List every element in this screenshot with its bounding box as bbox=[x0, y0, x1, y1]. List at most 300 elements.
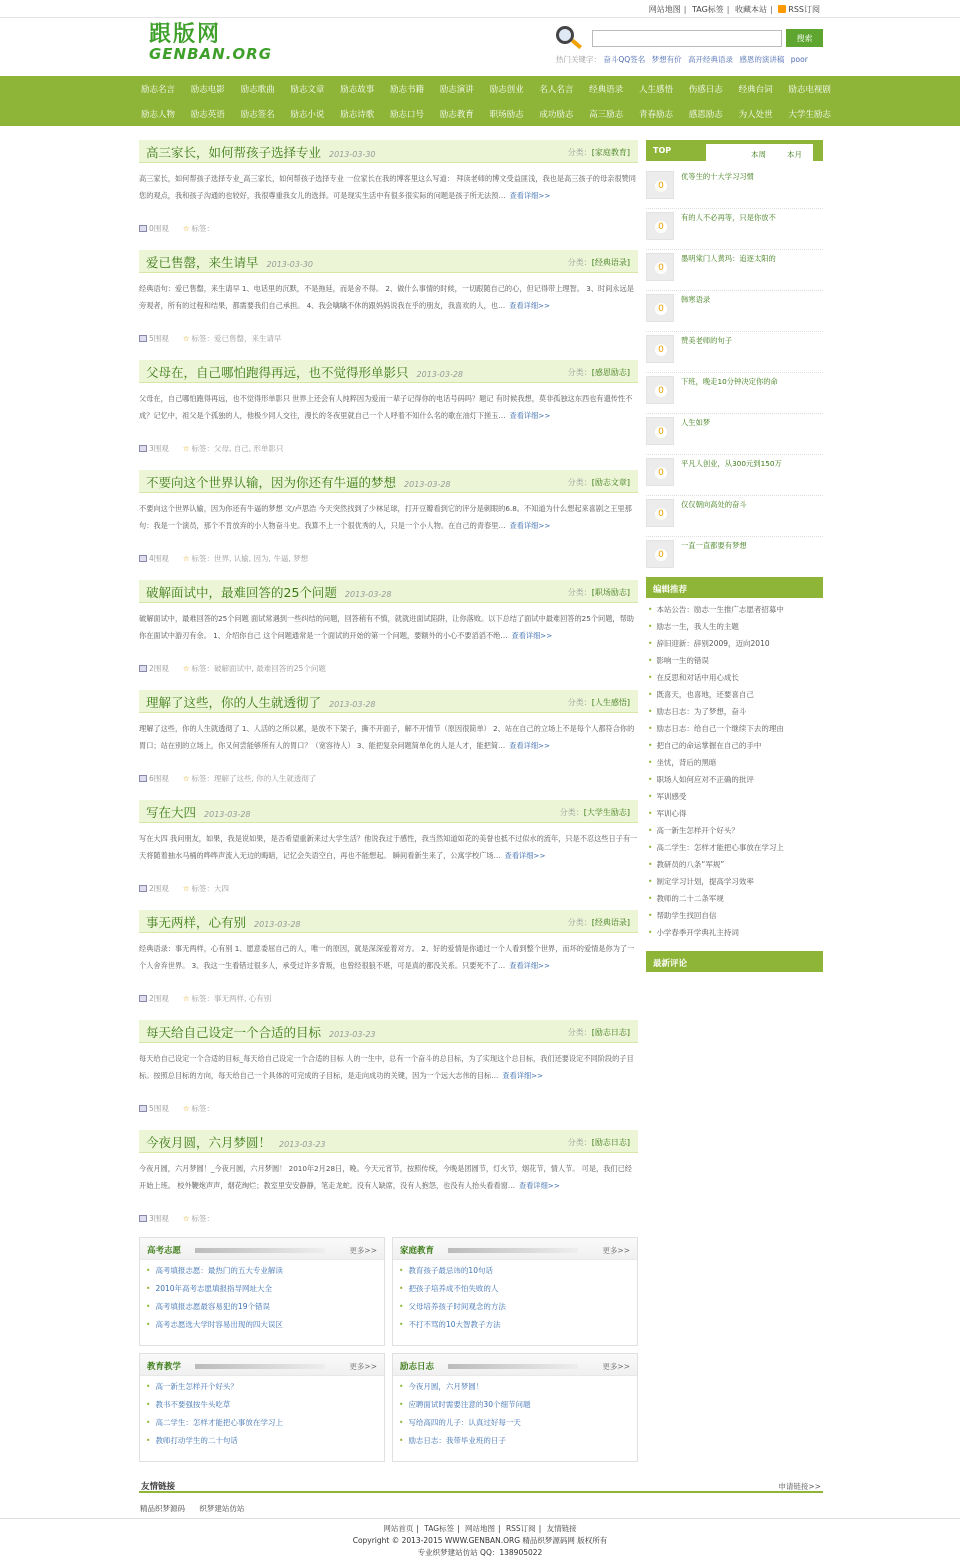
view-count: 5围观 bbox=[149, 334, 169, 343]
top-links: 网站地图 | TAG标签 | 收藏本站 | RSS订阅 bbox=[648, 5, 820, 14]
view-count: 2围观 bbox=[149, 664, 169, 673]
tag-icon: ☆ bbox=[182, 1104, 190, 1113]
article-title-link[interactable] bbox=[146, 473, 451, 491]
nav-item[interactable]: 励志诗歌 bbox=[340, 109, 375, 120]
hot-keyword[interactable]: 奋斗QQ签名 bbox=[603, 55, 646, 64]
view-count: 4围观 bbox=[149, 554, 169, 563]
logo-text-en: GENBAN.ORG bbox=[149, 45, 273, 63]
nav-item[interactable]: 人生感悟 bbox=[638, 84, 673, 95]
article-category bbox=[568, 1027, 630, 1038]
top-ranking-header bbox=[646, 140, 823, 161]
article-header bbox=[139, 910, 638, 933]
header-divider bbox=[195, 1364, 325, 1369]
rank-title[interactable]: 韩寒语录 bbox=[681, 295, 711, 304]
nav-item[interactable]: 励志英语 bbox=[190, 109, 225, 120]
bookmark-link[interactable]: 收藏本站 bbox=[735, 5, 768, 14]
article-summary bbox=[139, 830, 638, 881]
editor-pick-item[interactable]: • 既喜天，也喜地，还要喜自己 bbox=[646, 686, 823, 703]
article-meta bbox=[139, 443, 638, 455]
rank-number: 0 bbox=[655, 344, 667, 356]
category-link[interactable]: [经典语录] bbox=[591, 258, 630, 267]
rank-title[interactable]: 有的人不必再等，只是你放不 bbox=[681, 213, 776, 222]
view-count: 2围观 bbox=[149, 884, 169, 893]
category-box-list bbox=[140, 1376, 384, 1450]
logo-text-cn: 跟版网 bbox=[149, 22, 222, 47]
nav-item[interactable]: 励志书籍 bbox=[389, 84, 424, 95]
view-count: 6围观 bbox=[149, 774, 169, 783]
nav-item[interactable]: 感恩励志 bbox=[688, 109, 723, 120]
tags: 理解了这些, 你的人生就透彻了 bbox=[214, 774, 317, 783]
category-box-item[interactable]: • 应聘面试时需要注意的30个细节问题 bbox=[399, 1396, 637, 1414]
summary-text: 破解面试中，最难回答的25个问题 面试常遇到一些纠结的问题，回答稍有不慎，就就进面试陷阱，让你落败。以下总结了面试中最难回答的25个问题，帮助你在面试中游刃有余。 1、介绍你自己 这个问题通常是一个面试的开始的第一个问题，要额外的小心不要滔滔不绝… bbox=[139, 614, 634, 640]
article-date: 2013-03-28 bbox=[344, 590, 392, 599]
category-label: 分类： bbox=[567, 1028, 592, 1037]
editor-pick-item[interactable]: • 励志一生，我人生的主题 bbox=[646, 618, 823, 635]
category-label: 分类： bbox=[567, 698, 592, 707]
article-title-link[interactable] bbox=[146, 913, 301, 931]
tags: 破解面试中, 最难回答的25个问题 bbox=[214, 664, 326, 673]
nav-item[interactable]: 经典台词 bbox=[738, 84, 773, 95]
read-more-link[interactable]: 查看详细>> bbox=[509, 411, 551, 420]
article-date: 2013-03-30 bbox=[266, 260, 314, 269]
category-box-item[interactable]: • 写给高四的儿子：认真过好每一天 bbox=[399, 1414, 637, 1432]
article-summary bbox=[139, 280, 638, 331]
nav-item[interactable]: 励志电影 bbox=[190, 84, 225, 95]
nav-item[interactable]: 伤感日志 bbox=[688, 84, 723, 95]
nav-item[interactable]: 名人名言 bbox=[539, 84, 574, 95]
tab-blank[interactable] bbox=[706, 144, 741, 161]
article-date: 2013-03-28 bbox=[204, 810, 251, 819]
hot-keywords bbox=[556, 54, 812, 65]
article-title-link[interactable] bbox=[146, 1133, 326, 1151]
read-more-link[interactable]: 查看详细>> bbox=[519, 1181, 560, 1190]
article-summary bbox=[139, 390, 638, 441]
article-date: 2013-03-28 bbox=[254, 920, 301, 929]
category-label: 分类： bbox=[567, 258, 592, 267]
top-list-item[interactable] bbox=[646, 251, 823, 291]
tags: 父母, 自己, 形单影只 bbox=[214, 444, 284, 453]
category-box bbox=[392, 1353, 638, 1462]
article-category bbox=[568, 477, 630, 488]
views-icon bbox=[139, 775, 147, 782]
views-icon bbox=[139, 885, 147, 892]
hot-keyword[interactable]: 高开经典语录 bbox=[687, 55, 733, 64]
header-divider bbox=[448, 1248, 578, 1253]
more-link[interactable]: 更多>> bbox=[602, 1362, 630, 1371]
category-link[interactable]: [励志文章] bbox=[591, 478, 630, 487]
category-box-title: 家庭教育 bbox=[400, 1246, 435, 1256]
article-item bbox=[139, 690, 638, 794]
nav-item[interactable]: 励志小说 bbox=[290, 109, 325, 120]
category-label: 分类： bbox=[567, 918, 592, 927]
editor-pick-item[interactable]: • 教研员的八条“军规” bbox=[646, 856, 823, 873]
nav-item[interactable]: 职场励志 bbox=[489, 109, 524, 120]
rank-title[interactable]: 人生如梦 bbox=[681, 418, 711, 427]
article-meta bbox=[139, 663, 638, 675]
article-title-link[interactable] bbox=[146, 1023, 376, 1041]
friend-links-header bbox=[139, 1475, 823, 1493]
friend-links-title: 友情链接 bbox=[141, 1482, 176, 1492]
category-box-item[interactable]: • 高二学生：怎样才能把心事放在学习上 bbox=[146, 1414, 384, 1432]
article-title-link[interactable] bbox=[146, 693, 376, 711]
rank-badge bbox=[646, 540, 674, 568]
article-item bbox=[139, 140, 638, 244]
article-category bbox=[568, 587, 630, 598]
summary-text: 今夜月圆，六月梦圆！_今夜月圆，六月梦圆！ 2010年2月28日，晚。今天元宵节，按照传统，今晚是团圆节，灯火节，烟花节，情人节。 可是，我们已经开始上班。 校外鞭炮声声，烟花绚烂；教室里安安静静，笔走龙蛇。没有人缺席，没有人抱怨，也没有人抬头看看窗… bbox=[139, 1164, 632, 1190]
editor-pick-item[interactable]: • 坐忧，背后的黑暗 bbox=[646, 754, 823, 771]
apply-link[interactable]: 申请链接>> bbox=[778, 1482, 821, 1491]
editor-pick-item[interactable]: • 制定学习计划，提高学习效率 bbox=[646, 873, 823, 890]
rss-icon bbox=[778, 5, 786, 13]
top-list-item[interactable] bbox=[646, 292, 823, 332]
top-list-item[interactable] bbox=[646, 333, 823, 373]
editor-pick-item[interactable]: • 影响一生的错误 bbox=[646, 652, 823, 669]
category-box-item[interactable]: • 高考填报志愿最容易犯的19个错误 bbox=[146, 1298, 384, 1316]
nav-item[interactable]: 青春励志 bbox=[638, 109, 673, 120]
category-box-item[interactable]: • 高一新生怎样开个好头？ bbox=[146, 1378, 384, 1396]
article-category bbox=[568, 697, 630, 708]
article-title: 写在大四 bbox=[146, 805, 197, 820]
article-title-link[interactable] bbox=[146, 583, 391, 601]
nav-item[interactable]: 励志名言 bbox=[141, 84, 176, 95]
article-item bbox=[139, 360, 638, 464]
category-box bbox=[139, 1237, 385, 1346]
nav-item[interactable]: 为人处世 bbox=[738, 109, 773, 120]
rss-link[interactable] bbox=[778, 5, 820, 14]
category-box-header bbox=[140, 1238, 384, 1260]
top-list-item[interactable] bbox=[646, 456, 823, 496]
view-count: 2围观 bbox=[149, 994, 169, 1003]
article-title: 理解了这些，你的人生就透彻了 bbox=[146, 695, 322, 710]
category-label: 分类： bbox=[567, 1138, 592, 1147]
article-title-link[interactable] bbox=[146, 363, 463, 381]
friend-links bbox=[140, 1503, 244, 1514]
category-box bbox=[392, 1237, 638, 1346]
article-meta bbox=[139, 993, 638, 1005]
views-icon bbox=[139, 1105, 147, 1112]
footer-link[interactable]: RSS订阅 bbox=[505, 1524, 536, 1533]
article-summary bbox=[139, 1050, 638, 1101]
tags-label: 标签： bbox=[191, 1104, 215, 1113]
category-box-item[interactable]: • 教育孩子最忌讳的10句话 bbox=[399, 1262, 637, 1280]
category-box-header bbox=[393, 1354, 637, 1376]
rank-title[interactable]: 仅仅朝向高处的奋斗 bbox=[681, 500, 747, 509]
views-icon bbox=[139, 335, 147, 342]
article-date: 2013-03-28 bbox=[404, 480, 451, 489]
category-box-header bbox=[140, 1354, 384, 1376]
nav-item[interactable]: 励志文章 bbox=[290, 84, 325, 95]
search-button[interactable]: 搜索 bbox=[786, 29, 823, 47]
category-box-item[interactable]: • 教师打动学生的二十句话 bbox=[146, 1432, 384, 1450]
editor-pick-item[interactable]: • 小学春季开学典礼主持词 bbox=[646, 924, 823, 941]
rank-number: 0 bbox=[655, 385, 667, 397]
friend-link[interactable]: 织梦建站仿站 bbox=[199, 1504, 245, 1513]
editor-pick-item[interactable]: • 教师的二十二条军规 bbox=[646, 890, 823, 907]
tags-label: 标签： bbox=[191, 994, 215, 1003]
editor-picks-header: 编辑推荐 bbox=[646, 577, 823, 598]
editor-pick-item[interactable]: • 本站公告：励志一生推广志愿者招募中 bbox=[646, 601, 823, 618]
view-count: 5围观 bbox=[149, 1104, 169, 1113]
editor-pick-item[interactable]: • 辞旧迎新：辞别2009，迈向2010 bbox=[646, 635, 823, 652]
category-label: 分类： bbox=[559, 808, 584, 817]
rank-badge bbox=[646, 376, 674, 404]
category-link[interactable]: [感恩励志] bbox=[591, 368, 630, 377]
site-logo[interactable] bbox=[149, 24, 284, 64]
read-more-link[interactable]: 查看详细>> bbox=[502, 1071, 544, 1080]
read-more-link[interactable]: 查看详细>> bbox=[509, 521, 551, 530]
friend-link[interactable]: 精品织梦源码 bbox=[140, 1504, 185, 1513]
tag-icon: ☆ bbox=[182, 554, 190, 563]
views-icon bbox=[139, 995, 147, 1002]
article-meta bbox=[139, 223, 638, 235]
summary-text: 经典语句：爱已售罄，来生请早 1、电话里的沉默，不是拖延，而是舍不得。 2、做什么事情的时候，一切跟随自己的心，但记得带上理智。 3、时间永远是旁观者，所有的过程和结果，都需要我们自己承担。 4、我会噙噙不休的跟妈妈说我在乎的朋友，我喜欢的人，也… bbox=[139, 284, 634, 310]
article-title: 每天给自己设定一个合适的目标 bbox=[146, 1025, 322, 1040]
footer-link[interactable]: TAG标签 bbox=[424, 1524, 455, 1533]
summary-text: 每天给自己设定一个合适的目标_每天给自己设定一个合适的目标 人的一生中，总有一个奋斗的总目标，为了实现这个总目标，我们还要设定不同阶段的子目标。按照总目标的方向，每天给自己一个具体的可完成的子目标，是走向成功的关键，因为一个远大志伟的目标… bbox=[139, 1054, 634, 1080]
article-title-link[interactable] bbox=[146, 143, 376, 161]
article-meta bbox=[139, 553, 638, 565]
category-label: 分类： bbox=[567, 588, 592, 597]
editor-pick-item[interactable]: • 军训感受 bbox=[646, 788, 823, 805]
more-link[interactable]: 更多>> bbox=[349, 1362, 377, 1371]
article-header bbox=[139, 580, 638, 603]
hot-keyword[interactable]: 感恩的演讲稿 bbox=[739, 55, 785, 64]
rank-title[interactable]: 墨明棠门人黄玛：追逐太阳的 bbox=[681, 254, 776, 263]
article-item bbox=[139, 1130, 638, 1234]
category-box-item[interactable]: • 把孩子培养成不怕失败的人 bbox=[399, 1280, 637, 1298]
tags-label: 标签： bbox=[191, 334, 215, 343]
article-summary bbox=[139, 170, 638, 221]
nav-item[interactable]: 励志电视剧 bbox=[788, 84, 831, 95]
editor-pick-item[interactable]: • 励志日志：给自己一个继续下去的理由 bbox=[646, 720, 823, 737]
category-link[interactable]: [励志日志] bbox=[591, 1028, 630, 1037]
top-list-item[interactable] bbox=[646, 374, 823, 414]
editor-pick-item[interactable]: • 帮助学生找回自信 bbox=[646, 907, 823, 924]
rank-title[interactable]: 优等生的十大学习习惯 bbox=[681, 172, 754, 181]
top-list-item[interactable] bbox=[646, 538, 823, 578]
category-link[interactable]: [家庭教育] bbox=[591, 148, 630, 157]
article-date: 2013-03-30 bbox=[329, 150, 376, 159]
tags: 世界, 认输, 因为, 牛逼, 梦想 bbox=[214, 554, 309, 563]
footer-links: 网站首页 | TAG标签 | 网站地图 | RSS订阅 | 友情链接 bbox=[383, 1524, 577, 1533]
article-title: 高三家长，如何帮孩子选择专业 bbox=[146, 145, 322, 160]
top-list-item[interactable] bbox=[646, 210, 823, 250]
category-box bbox=[139, 1353, 385, 1462]
top-bar bbox=[0, 0, 960, 18]
category-box-item[interactable]: • 高考填报志愿：最热门的五大专业解读 bbox=[146, 1262, 384, 1280]
top-list-item[interactable] bbox=[646, 415, 823, 455]
tags: 爱已售罄，来生请早 bbox=[214, 334, 282, 343]
article-item bbox=[139, 910, 638, 1014]
top-list-item[interactable] bbox=[646, 497, 823, 537]
hot-keyword[interactable]: poor bbox=[790, 55, 808, 64]
article-item bbox=[139, 800, 638, 904]
rank-number: 0 bbox=[655, 467, 667, 479]
tag-icon: ☆ bbox=[182, 444, 190, 453]
footer-link[interactable]: 友情链接 bbox=[546, 1524, 577, 1533]
category-box-item[interactable]: • 父母培养孩子时间观念的方法 bbox=[399, 1298, 637, 1316]
summary-text: 父母在，自己哪怕跑得再远，也不觉得形单影只 世界上还会有人纯粹因为爱而一辈子记得你的电话号码吗？题记 有时候我想，莫非孤独这东西也有遗传性不成？记忆中，祖父是个孤独的人，他极少同人交往，漫长的冬夜里就自己一个人呼着不知什么名的歌在油灯下搓玉… bbox=[139, 394, 633, 420]
editor-pick-item[interactable]: • 高二学生：怎样才能把心事放在学习上 bbox=[646, 839, 823, 856]
tags-label: 标签： bbox=[191, 884, 215, 893]
category-box-item[interactable]: • 教书不要强按牛头吃草 bbox=[146, 1396, 384, 1414]
search-input[interactable] bbox=[592, 30, 782, 47]
article-category bbox=[568, 147, 630, 158]
copyright: Copyright © 2013-2015 WWW.GENBAN.ORG 精品织梦源码网 版权所有 bbox=[352, 1536, 608, 1545]
views-icon bbox=[139, 445, 147, 452]
editor-pick-item[interactable]: • 在反思和对话中用心成长 bbox=[646, 669, 823, 686]
article-title: 事无两样，心有别 bbox=[146, 915, 247, 930]
article-header bbox=[139, 1130, 638, 1153]
tag-icon: ☆ bbox=[182, 224, 190, 233]
category-box-item[interactable]: • 不打不骂的10大智教子方法 bbox=[399, 1316, 637, 1334]
article-header bbox=[139, 800, 638, 823]
views-icon bbox=[139, 1215, 147, 1222]
rank-number: 0 bbox=[655, 221, 667, 233]
nav-item[interactable]: 励志故事 bbox=[340, 84, 375, 95]
read-more-link[interactable]: 查看详细>> bbox=[509, 961, 551, 970]
footer bbox=[0, 1518, 960, 1557]
editor-pick-item[interactable]: • 军训心得 bbox=[646, 805, 823, 822]
read-more-link[interactable]: 查看详细>> bbox=[511, 631, 553, 640]
nav-item[interactable]: 大学生励志 bbox=[788, 109, 831, 120]
tag-link[interactable]: TAG标签 bbox=[691, 5, 724, 14]
rank-number: 0 bbox=[655, 426, 667, 438]
category-box-item[interactable]: • 励志日志：我带毕业班的日子 bbox=[399, 1432, 637, 1450]
nav-item[interactable]: 励志歌曲 bbox=[240, 84, 275, 95]
read-more-link[interactable]: 查看详细>> bbox=[504, 851, 546, 860]
article-header bbox=[139, 140, 638, 163]
category-box-item[interactable]: • 2010年高考志愿填报指导网址大全 bbox=[146, 1280, 384, 1298]
nav-item[interactable]: 励志教育 bbox=[439, 109, 474, 120]
article-date: 2013-03-28 bbox=[416, 370, 464, 379]
category-label: 分类： bbox=[567, 478, 592, 487]
views-icon bbox=[139, 225, 147, 232]
article-date: 2013-03-23 bbox=[329, 1030, 376, 1039]
rss-label: RSS订阅 bbox=[788, 5, 820, 14]
rank-badge bbox=[646, 171, 674, 199]
editor-pick-item[interactable]: • 高一新生怎样开个好头？ bbox=[646, 822, 823, 839]
article-category bbox=[560, 807, 630, 818]
header-divider bbox=[448, 1364, 578, 1369]
article-meta bbox=[139, 1213, 638, 1225]
category-box-item[interactable]: • 今夜月圆，六月梦圆！ bbox=[399, 1378, 637, 1396]
nav-item[interactable]: 经典语录 bbox=[589, 84, 624, 95]
tags-label: 标签： bbox=[191, 1214, 215, 1223]
article-meta bbox=[139, 333, 638, 345]
article-title: 爱已售罄，来生请早 bbox=[146, 255, 259, 270]
summary-text: 写在大四 我问朋友，如果，我是说如果，是否希望重新来过大学生活？他说我过于感性，我当然知道如花的美誉也抵不过似水的流年，只是不忍这些日子有一天将随着抽水马桶的哗哗声流入无边的晦暗，记忆会失语空白，再也不能想起。 瞬间看新生来了，公寓学校广场… bbox=[139, 834, 638, 860]
more-link[interactable]: 更多>> bbox=[349, 1246, 377, 1255]
article-header bbox=[139, 250, 638, 273]
sitemap-link[interactable]: 网站地图 bbox=[648, 5, 681, 14]
nav-item[interactable]: 励志签名 bbox=[240, 109, 275, 120]
editor-pick-item[interactable]: • 职场人如何应对不正确的批评 bbox=[646, 771, 823, 788]
rank-number: 0 bbox=[655, 262, 667, 274]
rank-badge bbox=[646, 212, 674, 240]
category-link[interactable]: [职场励志] bbox=[591, 588, 630, 597]
hot-keyword[interactable]: 梦想有价 bbox=[651, 55, 682, 64]
read-more-link[interactable]: 查看详细>> bbox=[509, 741, 551, 750]
article-date: 2013-03-28 bbox=[329, 700, 376, 709]
category-label: 分类： bbox=[567, 148, 592, 157]
category-box-list bbox=[140, 1260, 384, 1334]
rank-number: 0 bbox=[655, 508, 667, 520]
nav-item[interactable]: 励志口号 bbox=[389, 109, 424, 120]
category-box-list bbox=[393, 1376, 637, 1450]
rank-title[interactable]: 平凡人创业，从300元到150万 bbox=[681, 459, 782, 468]
summary-text: 理解了这些，你的人生就透彻了 1、人活的之所以累，是放不下架子，撕不开面子，解不开情节（原因很简单） 2、站在自己的立场上不是每个人都符合你的胃口；站在别的立场上，你又何尝能够所有人的胃口？（宽容待人） 3、能把复杂问题简单化的人是人才，能把简… bbox=[139, 724, 635, 750]
magnifier-icon bbox=[556, 26, 584, 52]
category-box-header bbox=[393, 1238, 637, 1260]
category-link[interactable]: [大学生励志] bbox=[583, 808, 630, 817]
category-box-title: 高考志愿 bbox=[147, 1246, 182, 1256]
article-item bbox=[139, 1020, 638, 1124]
article-title: 今夜月圆，六月梦圆！ bbox=[146, 1135, 272, 1150]
article-title: 父母在，自己哪怕跑得再远，也不觉得形单影只 bbox=[146, 365, 409, 380]
nav-row-1 bbox=[141, 76, 831, 101]
tags-label: 标签： bbox=[191, 444, 215, 453]
article-header bbox=[139, 690, 638, 713]
nav-row-2 bbox=[141, 101, 831, 126]
article-summary bbox=[139, 610, 638, 661]
rank-badge bbox=[646, 294, 674, 322]
category-label: 分类： bbox=[567, 368, 592, 377]
rank-title[interactable]: 下班，晚走10分钟决定你的命 bbox=[681, 377, 778, 386]
editor-pick-item[interactable]: • 励志日志：为了梦想，奋斗 bbox=[646, 703, 823, 720]
nav-item[interactable]: 励志人物 bbox=[141, 109, 176, 120]
read-more-link[interactable]: 查看详细>> bbox=[509, 301, 551, 310]
category-box-item[interactable]: • 高考志愿选大学时容易出现的四大误区 bbox=[146, 1316, 384, 1334]
top-list-item[interactable] bbox=[646, 169, 823, 209]
tag-icon: ☆ bbox=[182, 774, 190, 783]
article-title-link[interactable] bbox=[146, 253, 313, 271]
tag-icon: ☆ bbox=[182, 994, 190, 1003]
rank-title[interactable]: 一直一直都要有梦想 bbox=[681, 541, 747, 550]
category-box-list bbox=[393, 1260, 637, 1334]
article-summary bbox=[139, 1160, 638, 1211]
rank-badge bbox=[646, 499, 674, 527]
category-link[interactable]: [励志日志] bbox=[591, 1138, 630, 1147]
nav-item[interactable]: 励志创业 bbox=[489, 84, 524, 95]
footer-link[interactable]: 网站地图 bbox=[465, 1524, 496, 1533]
article-category bbox=[568, 917, 630, 928]
nav-item[interactable]: 高三励志 bbox=[589, 109, 624, 120]
read-more-link[interactable]: 查看详细>> bbox=[509, 191, 551, 200]
summary-text: 高三家长，如何帮孩子选择专业_高三家长，如何帮孩子选择专业 一位家长在我的博客里这么写道： 拜读老师的博文受益匪浅，我也是高三孩子的母亲很赞同您的观点，我和孩子沟通的也较好，我很尊重我女儿的选择。可是现实生活中有很多很实际的问题是孩子所无法预… bbox=[139, 174, 636, 200]
rank-title[interactable]: 赞美老师的句子 bbox=[681, 336, 733, 345]
main-nav bbox=[0, 76, 960, 126]
rank-badge bbox=[646, 253, 674, 281]
footer-link[interactable]: 网站首页 bbox=[383, 1524, 414, 1533]
rank-number: 0 bbox=[655, 180, 667, 192]
nav-item[interactable]: 励志演讲 bbox=[439, 84, 474, 95]
nav-item[interactable]: 成功励志 bbox=[539, 109, 574, 120]
tags: 事无两样, 心有别 bbox=[214, 994, 272, 1003]
tag-icon: ☆ bbox=[182, 334, 190, 343]
rank-badge bbox=[646, 417, 674, 445]
category-link[interactable]: [经典语录] bbox=[591, 918, 630, 927]
article-title-link[interactable] bbox=[146, 803, 251, 821]
more-link[interactable]: 更多>> bbox=[602, 1246, 630, 1255]
tab-month-label: 本月 bbox=[787, 150, 802, 159]
article-category bbox=[568, 1137, 630, 1148]
editor-picks-list bbox=[646, 601, 823, 941]
category-link[interactable]: [人生感悟] bbox=[591, 698, 630, 707]
editor-pick-item[interactable]: • 把自己的命运掌握在自己的手中 bbox=[646, 737, 823, 754]
article-summary bbox=[139, 940, 638, 991]
article-summary bbox=[139, 500, 638, 551]
